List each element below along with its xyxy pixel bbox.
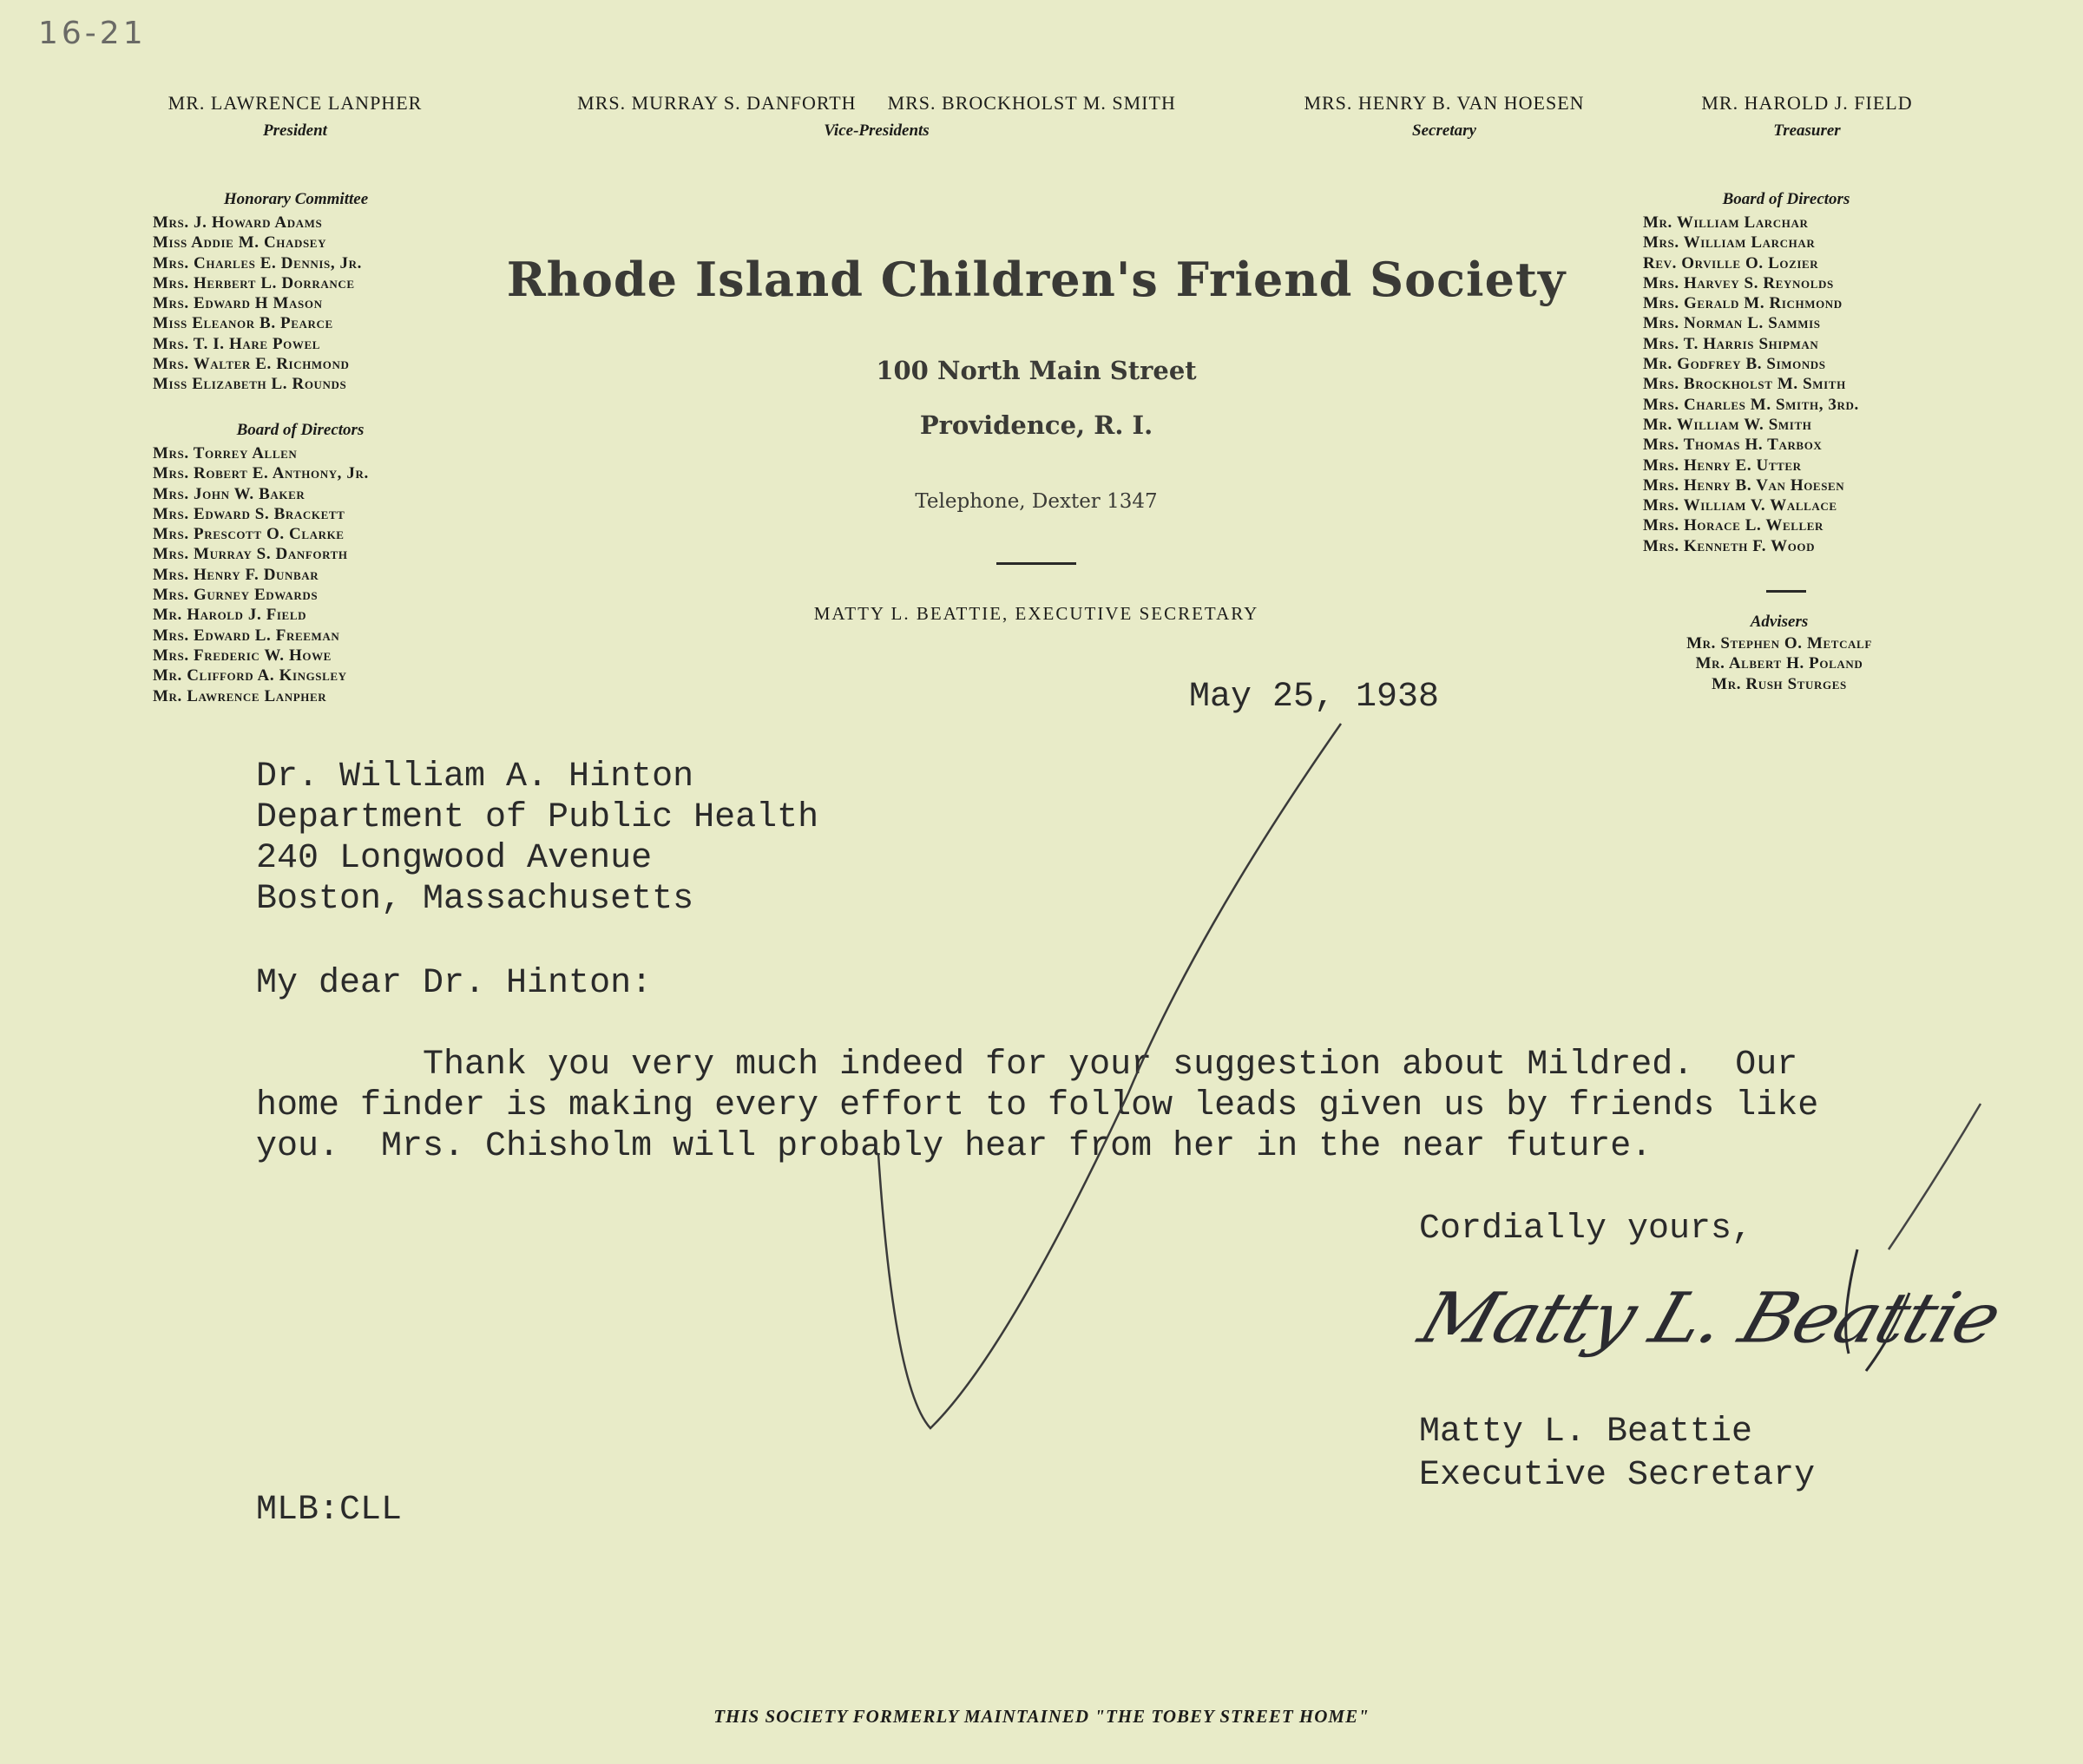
member-name: Miss Elizabeth L. Rounds xyxy=(153,375,347,394)
member-name: Mrs. Norman L. Sammis xyxy=(1643,314,1821,333)
advisers-divider xyxy=(1766,590,1806,593)
member-name: Mrs. Frederic W. Howe xyxy=(153,646,332,665)
secretary-name: MRS. HENRY B. VAN HOESEN xyxy=(1304,92,1585,114)
member-name: Mrs. Gerald M. Richmond xyxy=(1643,294,1843,313)
member-name: Mrs. Prescott O. Clarke xyxy=(153,525,345,544)
member-name: Mrs. T. Harris Shipman xyxy=(1643,334,1819,353)
vice-president-name: MRS. MURRAY S. DANFORTH xyxy=(577,92,857,114)
letter-body xyxy=(256,1045,1818,1167)
member-name: Mrs. Harvey S. Reynolds xyxy=(1643,273,1834,292)
member-name: Mrs. Charles E. Dennis, Jr. xyxy=(153,253,362,272)
board-left-list xyxy=(153,443,448,706)
member-name: Mrs. T. I. Hare Powel xyxy=(153,334,321,353)
advisers-heading: Advisers xyxy=(1750,613,1809,631)
body-line: Thank you very much indeed for your suggestion about Mildred. Our xyxy=(256,1046,1798,1085)
society-title: Rhode Island Children's Friend Society xyxy=(506,252,1567,307)
member-name: Mrs. Walter E. Richmond xyxy=(153,355,350,374)
vice-president-name: MRS. BROCKHOLST M. SMITH xyxy=(887,92,1176,114)
handwritten-signature: Matty L. Beattie xyxy=(1409,1277,2010,1359)
member-name: Mr. Albert H. Poland xyxy=(1695,654,1863,673)
member-name: Mrs. J. Howard Adams xyxy=(153,213,323,232)
member-name: Mrs. Robert E. Anthony, Jr. xyxy=(153,464,369,483)
secretary-role: Secretary xyxy=(1412,121,1476,140)
member-name: Mrs. Torrey Allen xyxy=(153,444,298,462)
closing: Cordially yours, xyxy=(1419,1210,1753,1249)
officer-president xyxy=(168,92,423,141)
advisers xyxy=(1649,613,1909,694)
honorary-committee xyxy=(153,190,439,395)
board-right-heading: Board of Directors xyxy=(1722,190,1850,208)
recipient-line: 240 Longwood Avenue xyxy=(256,839,653,878)
honorary-committee-heading: Honorary Committee xyxy=(223,190,369,208)
president-role: President xyxy=(263,121,327,140)
treasurer-role: Treasurer xyxy=(1773,121,1841,140)
member-name: Mrs. Edward L. Freeman xyxy=(153,626,340,645)
member-name: Mrs. Henry F. Dunbar xyxy=(153,565,319,584)
member-name: Mrs. Henry E. Utter xyxy=(1643,456,1802,475)
member-name: Mrs. Horace L. Weller xyxy=(1643,516,1824,535)
signer-title: Executive Secretary xyxy=(1419,1456,1816,1495)
member-name: Miss Addie M. Chadsey xyxy=(153,233,327,252)
member-name: Mr. Stephen O. Metcalf xyxy=(1686,634,1872,652)
body-line: you. Mrs. Chisholm will probably hear from her in the near future. xyxy=(256,1127,1653,1166)
member-name: Mrs. Henry B. Van Hoesen xyxy=(1643,475,1845,495)
letter-date: May 25, 1938 xyxy=(1189,678,1440,717)
officer-vice-presidents xyxy=(577,92,1176,141)
board-of-directors-left xyxy=(153,421,448,706)
body-line: home finder is making every effort to follow leads given us by friends like xyxy=(256,1086,1819,1125)
signer-name: Matty L. Beattie xyxy=(1419,1413,1753,1452)
city-address: Providence, R. I. xyxy=(919,410,1153,440)
archive-mark: 16-21 xyxy=(38,16,147,51)
footer-note: THIS SOCIETY FORMERLY MAINTAINED "THE TOBEY STREET HOME" xyxy=(713,1706,1370,1727)
member-name: Mrs. John W. Baker xyxy=(153,484,306,503)
advisers-list xyxy=(1649,633,1909,694)
member-name: Mrs. Edward H Mason xyxy=(153,294,323,313)
member-name: Mr. Godfrey B. Simonds xyxy=(1643,355,1826,374)
member-name: Mr. Clifford A. Kingsley xyxy=(153,666,347,685)
president-name: MR. LAWRENCE LANPHER xyxy=(168,92,423,114)
board-of-directors-right xyxy=(1643,190,1929,556)
member-name: Miss Eleanor B. Pearce xyxy=(153,314,333,333)
member-name: Mrs. Charles M. Smith, 3rd. xyxy=(1643,395,1859,414)
recipient-line: Boston, Massachusetts xyxy=(256,880,694,919)
member-name: Rev. Orville O. Lozier xyxy=(1643,253,1819,272)
typist-initials: MLB:CLL xyxy=(256,1491,403,1530)
street-address: 100 North Main Street xyxy=(876,356,1197,385)
member-name: Mrs. Edward S. Brackett xyxy=(153,504,345,523)
vice-presidents-role: Vice-Presidents xyxy=(824,121,930,140)
recipient-address xyxy=(256,757,818,920)
member-name: Mr. Lawrence Lanpher xyxy=(153,686,327,705)
member-name: Mrs. William Larchar xyxy=(1643,233,1816,252)
officer-treasurer xyxy=(1701,92,1912,141)
member-name: Mr. Rush Sturges xyxy=(1712,674,1847,693)
member-name: Mrs. Gurney Edwards xyxy=(153,586,319,605)
margin-check-stroke xyxy=(1889,1104,1981,1249)
board-right-list xyxy=(1643,213,1929,556)
member-name: Mrs. Herbert L. Dorrance xyxy=(153,273,355,292)
telephone: Telephone, Dexter 1347 xyxy=(915,490,1158,513)
officer-secretary xyxy=(1304,92,1584,141)
member-name: Mrs. William V. Wallace xyxy=(1643,496,1837,515)
executive-secretary-line: MATTY L. BEATTIE, EXECUTIVE SECRETARY xyxy=(813,603,1259,624)
member-name: Mr. Harold J. Field xyxy=(153,606,307,625)
board-left-heading: Board of Directors xyxy=(236,421,365,439)
recipient-line: Dr. William A. Hinton xyxy=(256,757,694,797)
treasurer-name: MR. HAROLD J. FIELD xyxy=(1701,92,1913,114)
salutation: My dear Dr. Hinton: xyxy=(256,964,653,1003)
member-name: Mrs. Thomas H. Tarbox xyxy=(1643,436,1823,455)
member-name: Mr. William Larchar xyxy=(1643,213,1809,232)
member-name: Mrs. Brockholst M. Smith xyxy=(1643,375,1846,394)
member-name: Mrs. Kenneth F. Wood xyxy=(1643,536,1816,555)
member-name: Mrs. Murray S. Danforth xyxy=(153,545,348,564)
member-name: Mr. William W. Smith xyxy=(1643,415,1812,434)
letterhead-divider xyxy=(996,562,1076,565)
recipient-line: Department of Public Health xyxy=(256,798,819,837)
honorary-committee-list xyxy=(153,213,439,395)
